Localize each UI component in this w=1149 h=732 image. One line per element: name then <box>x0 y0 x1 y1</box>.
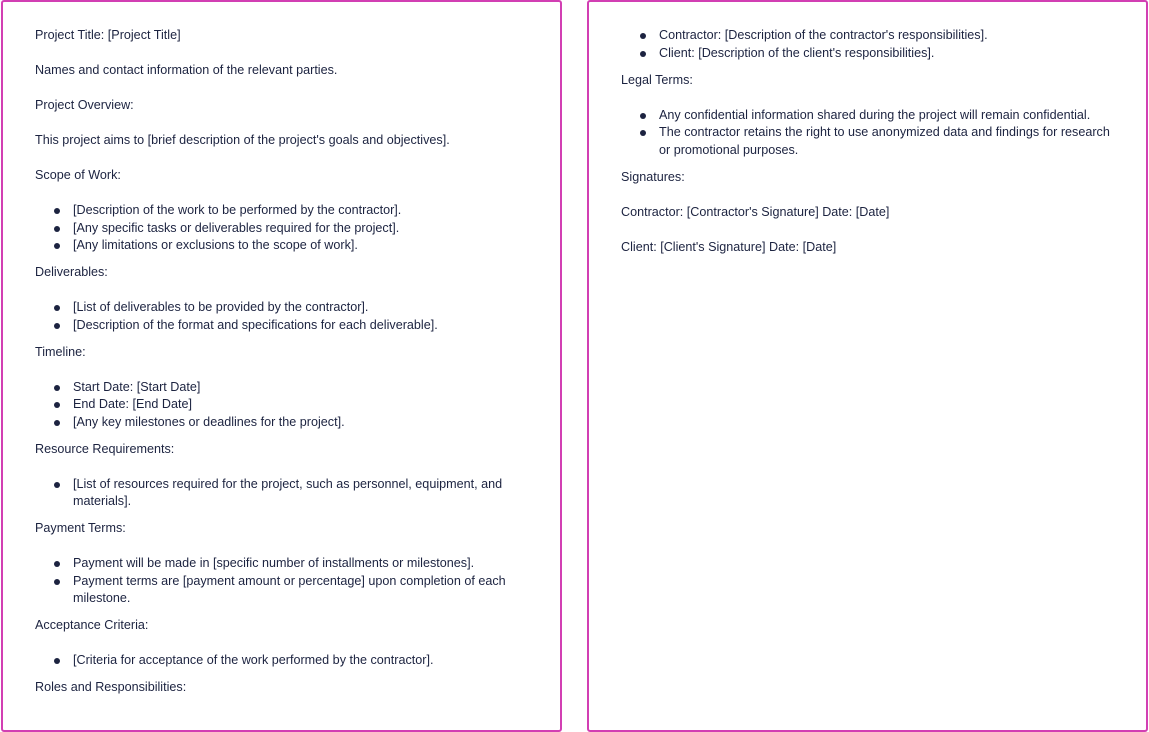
list-item: Payment terms are [payment amount or percentage] upon completion of each milestone. <box>35 573 530 608</box>
list-item: [Description of the work to be performed by the contractor]. <box>35 202 530 220</box>
list-item: [Any key milestones or deadlines for the project]. <box>35 414 530 432</box>
scope-list <box>35 202 530 255</box>
list-item: [List of resources required for the project, such as personnel, equipment, and materials]. <box>35 476 530 511</box>
list-item: Any confidential information shared during the project will remain confidential. <box>621 107 1116 125</box>
list-item: [Any limitations or exclusions to the scope of work]. <box>35 237 530 255</box>
roles-list <box>621 27 1116 62</box>
page-1-content <box>35 27 530 714</box>
roles-heading: Roles and Responsibilities: <box>35 680 187 694</box>
legal-list <box>621 107 1116 160</box>
list-item: [Criteria for acceptance of the work performed by the contractor]. <box>35 652 530 670</box>
payment-list <box>35 555 530 608</box>
timeline-list <box>35 379 530 432</box>
payment-heading: Payment Terms: <box>35 521 126 535</box>
acceptance-list <box>35 652 530 670</box>
resources-heading: Resource Requirements: <box>35 441 175 456</box>
page-2-content <box>621 27 1116 274</box>
signatures-heading: Signatures: <box>621 169 685 184</box>
list-item: [List of deliverables to be provided by the contractor]. <box>35 299 530 317</box>
list-item: Start Date: [Start Date] <box>35 379 530 397</box>
overview-heading: Project Overview: <box>35 98 134 112</box>
parties-text: Names and contact information of the relevant parties. <box>35 63 338 77</box>
list-item: End Date: [End Date] <box>35 396 530 414</box>
list-item: Client: [Description of the client's responsibilities]. <box>621 45 1116 63</box>
document-page-2 <box>587 0 1148 732</box>
acceptance-heading: Acceptance Criteria: <box>35 618 149 632</box>
timeline-heading: Timeline: <box>35 344 86 359</box>
list-item: The contractor retains the right to use anonymized data and findings for research or promotional purposes. <box>621 124 1116 159</box>
list-item: [Description of the format and specifications for each deliverable]. <box>35 317 530 335</box>
list-item: [Any specific tasks or deliverables required for the project]. <box>35 220 530 238</box>
scope-heading: Scope of Work: <box>35 168 121 182</box>
legal-heading: Legal Terms: <box>621 72 693 87</box>
contractor-signature-line: Contractor: [Contractor's Signature] Date: [Date] <box>621 204 890 219</box>
document-page-1 <box>1 0 562 732</box>
list-item: Contractor: [Description of the contractor's responsibilities]. <box>621 27 1116 45</box>
deliverables-list <box>35 299 530 334</box>
overview-text: This project aims to [brief description of the project's goals and objectives]. <box>35 133 450 147</box>
client-signature-line: Client: [Client's Signature] Date: [Date] <box>621 239 837 254</box>
deliverables-heading: Deliverables: <box>35 265 108 279</box>
project-title: Project Title: [Project Title] <box>35 28 181 42</box>
list-item: Payment will be made in [specific number of installments or milestones]. <box>35 555 530 573</box>
resources-list <box>35 476 530 511</box>
